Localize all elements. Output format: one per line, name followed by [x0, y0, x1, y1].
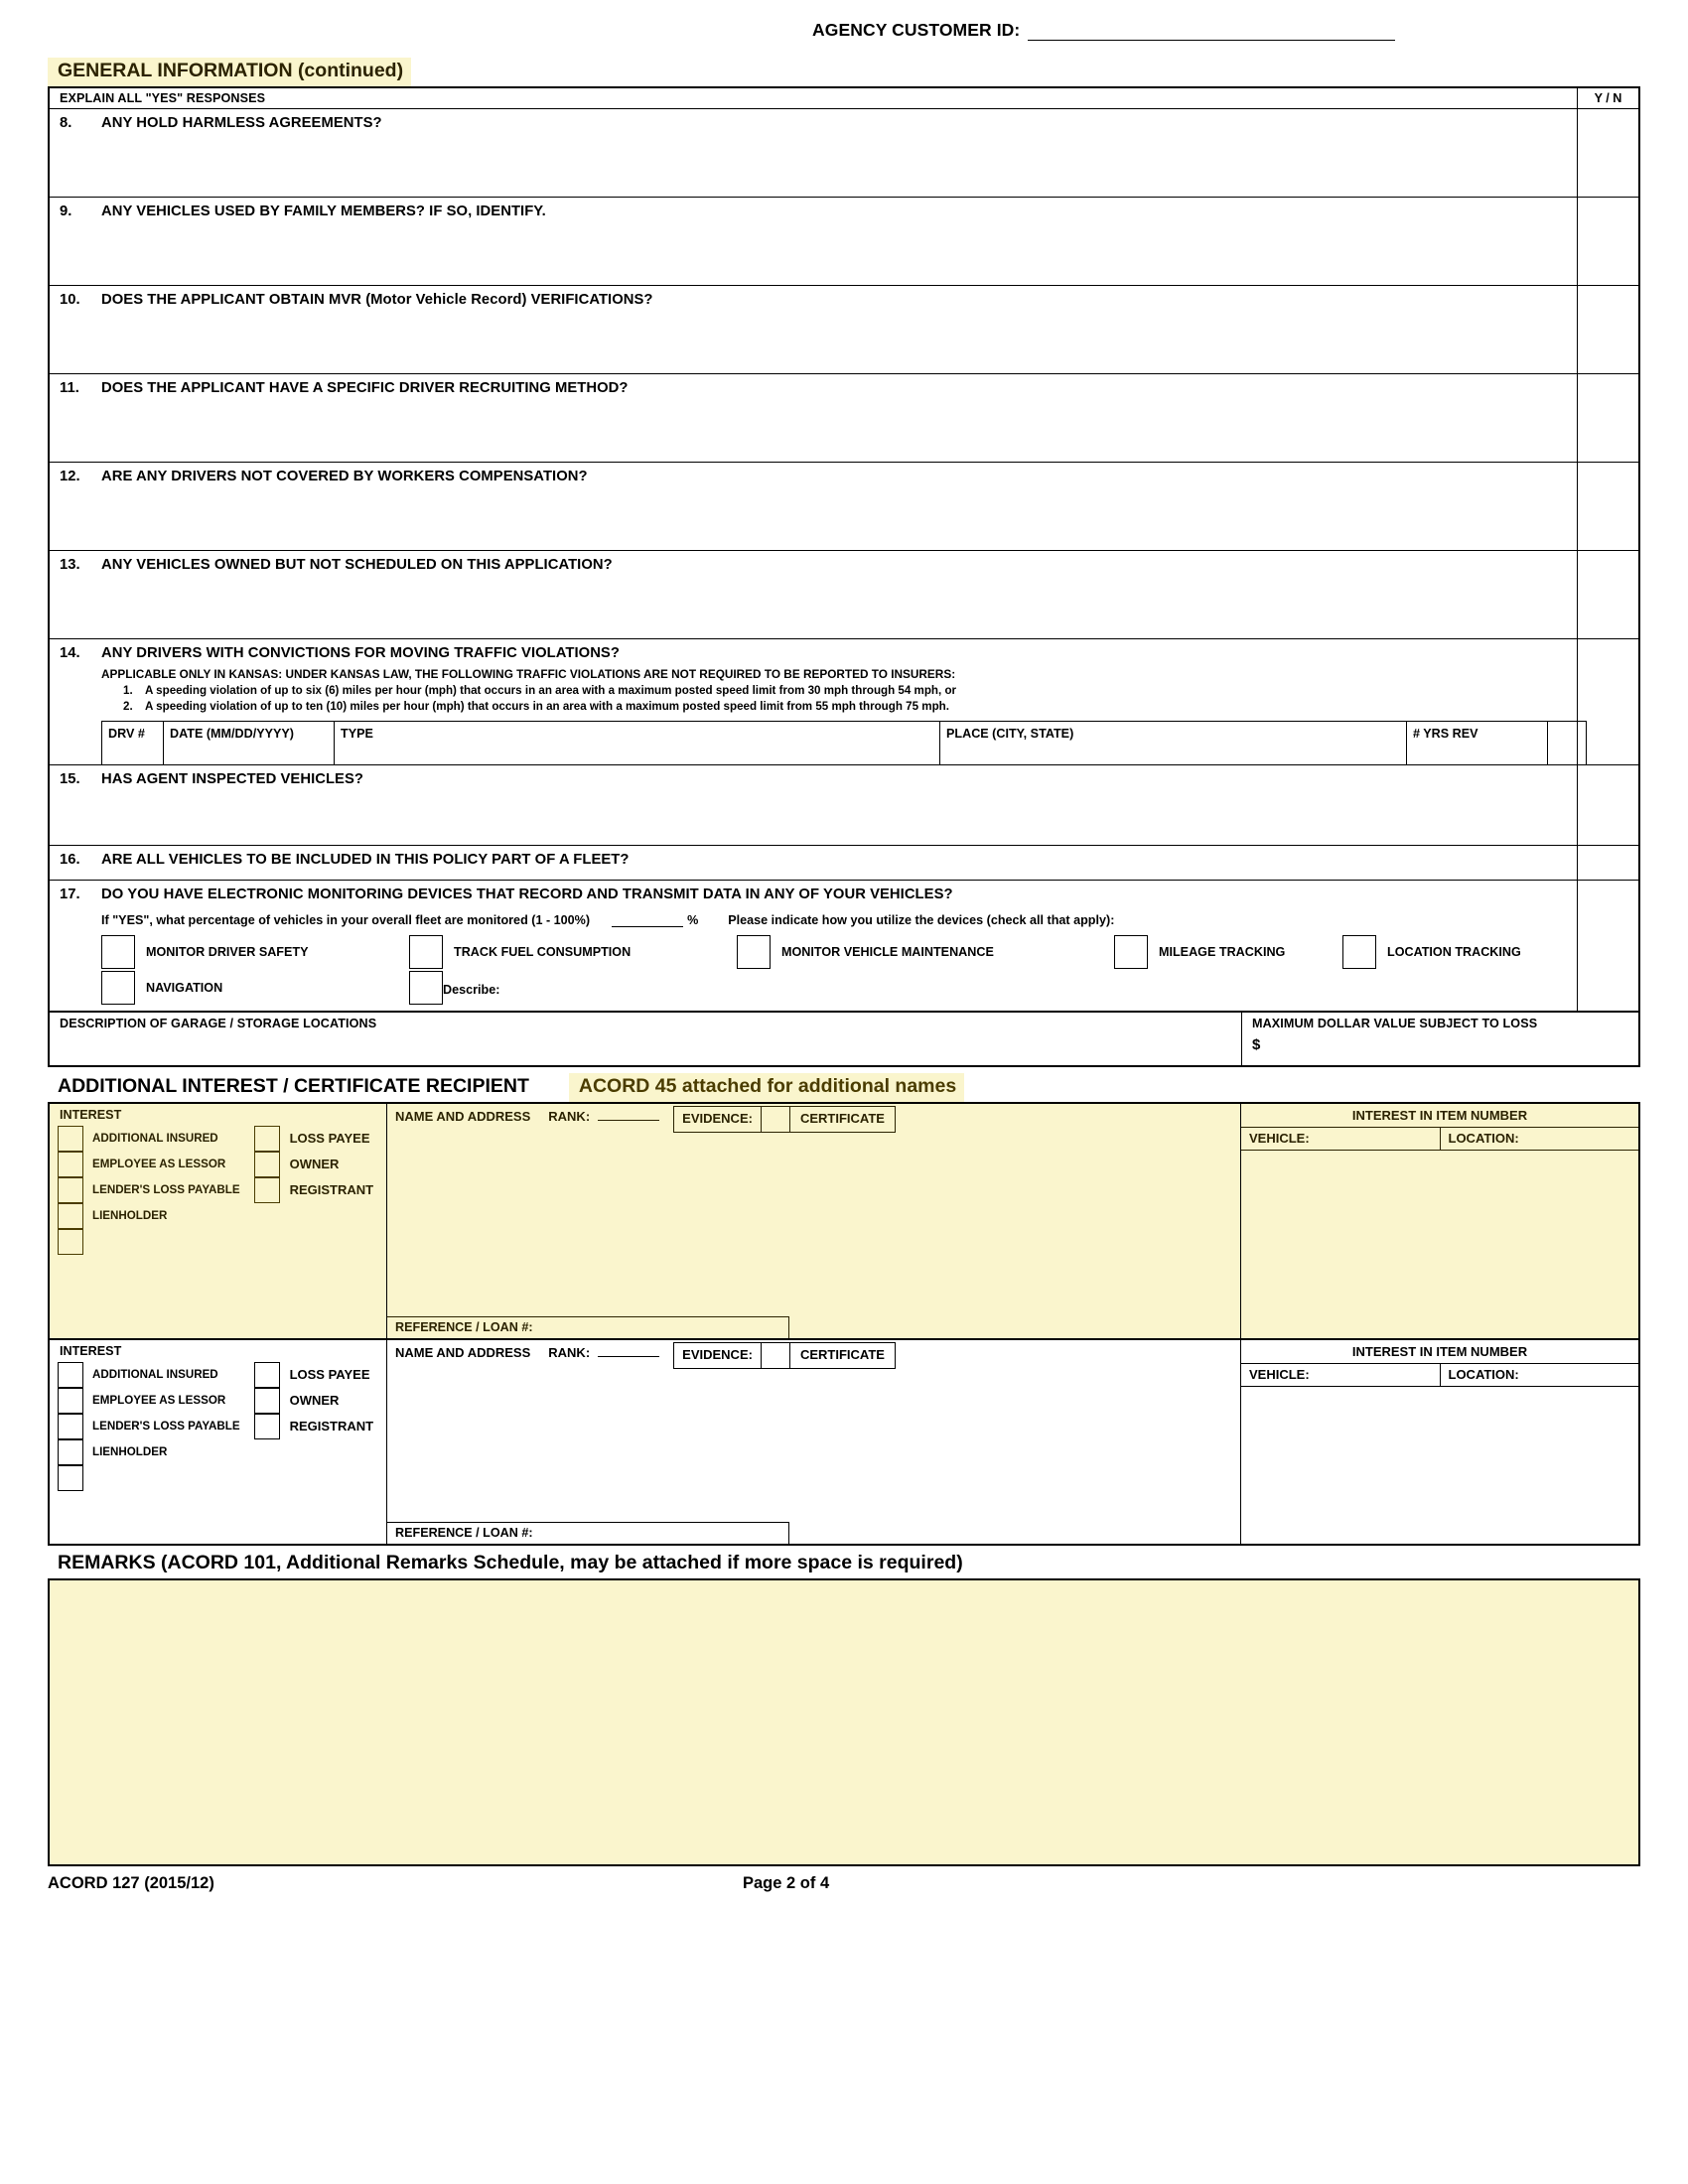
reference-loan-label-1: REFERENCE / LOAN #: [395, 1319, 533, 1334]
violations-col-type: TYPE [335, 722, 940, 764]
percent-sign: % [687, 913, 699, 928]
agency-customer-id-group [812, 20, 1395, 41]
checkbox-lenders-loss-payable-1[interactable] [58, 1177, 83, 1203]
question-14-number: 14. [60, 644, 80, 661]
name-address-header-2 [387, 1340, 1240, 1369]
garage-description-cell[interactable] [50, 1013, 1241, 1065]
option-navigation[interactable] [101, 971, 409, 1005]
label-loss-payee-1: LOSS PAYEE [289, 1131, 370, 1147]
question-row-11 [50, 374, 1638, 463]
max-dollar-value-cell[interactable] [1241, 1013, 1638, 1065]
page-header [48, 0, 1640, 58]
evidence-input-2[interactable] [761, 1343, 790, 1368]
interest-checkbox-panel-1 [50, 1104, 387, 1338]
question-17-percent-input[interactable] [612, 912, 683, 927]
label-additional-insured-2: ADDITIONAL INSURED [92, 1367, 218, 1381]
question-row-15 [50, 765, 1638, 846]
general-information-box [48, 86, 1640, 1067]
option-mileage-tracking[interactable] [1114, 935, 1342, 969]
option-monitor-driver-safety[interactable] [101, 935, 409, 969]
checkbox-owner-1[interactable] [254, 1152, 280, 1177]
question-10-text: DOES THE APPLICANT OBTAIN MVR (Motor Vehicle Record) VERIFICATIONS? [101, 291, 653, 308]
option-label-monitor-driver-safety: MONITOR DRIVER SAFETY [146, 945, 309, 960]
label-lienholder-1: LIENHOLDER [92, 1208, 168, 1222]
evidence-label-1: EVIDENCE: [682, 1110, 753, 1126]
location-label-2[interactable]: LOCATION: [1440, 1364, 1639, 1386]
question-15-text: HAS AGENT INSPECTED VEHICLES? [101, 771, 363, 788]
option-label-track-fuel-consumption: TRACK FUEL CONSUMPTION [454, 945, 632, 960]
label-owner-1: OWNER [289, 1157, 340, 1172]
evidence-input-1[interactable] [761, 1107, 790, 1132]
name-address-panel-2[interactable] [387, 1340, 1241, 1544]
remarks-textarea[interactable] [48, 1578, 1640, 1866]
checkbox-monitor-vehicle-maintenance[interactable] [737, 935, 771, 969]
label-employee-as-lessor-1: EMPLOYEE AS LESSOR [92, 1157, 226, 1170]
violations-col-date: DATE (MM/DD/YYYY) [164, 722, 335, 764]
interest-left-checkboxes-2 [58, 1362, 83, 1491]
rank-input-2[interactable] [598, 1340, 659, 1357]
additional-interest-block-2 [50, 1340, 1638, 1544]
interest-left-checkboxes-1 [58, 1126, 83, 1255]
checkbox-loss-payee-2[interactable] [254, 1362, 280, 1388]
interest-item-number-input-2[interactable] [1241, 1387, 1638, 1506]
option-label-location-tracking: LOCATION TRACKING [1387, 945, 1521, 960]
interest-item-number-input-1[interactable] [1241, 1151, 1638, 1299]
interest-right-labels-1 [280, 1126, 374, 1255]
violations-table-header [101, 721, 1587, 764]
question-17-number: 17. [60, 887, 80, 903]
vehicle-label-1[interactable]: VEHICLE: [1249, 1130, 1310, 1146]
interest-in-item-number-panel-1 [1241, 1104, 1638, 1338]
yn-column-header: Y / N [1577, 88, 1638, 108]
general-information-title-row [48, 58, 1640, 86]
violations-col-tail [1548, 722, 1587, 764]
question-13-number: 13. [60, 556, 80, 573]
question-17-options-row-2 [101, 971, 1577, 1005]
interest-in-item-number-label-2: INTEREST IN ITEM NUMBER [1241, 1340, 1638, 1364]
question-10-number: 10. [60, 291, 80, 308]
question-15-answer-input[interactable] [1577, 765, 1638, 845]
rank-input-1[interactable] [598, 1104, 659, 1121]
kansas-note [101, 666, 1577, 715]
question-14-text: ANY DRIVERS WITH CONVICTIONS FOR MOVING TRAFFIC VIOLATIONS? [101, 644, 620, 661]
checkbox-employee-as-lessor-2[interactable] [58, 1388, 83, 1414]
describe-label: Describe: [443, 983, 500, 998]
kansas-note-list [123, 683, 1577, 715]
option-location-tracking[interactable] [1342, 935, 1521, 969]
question-10-answer-input[interactable] [1577, 286, 1638, 373]
question-17-percent-row [101, 912, 1577, 927]
garage-description-label: DESCRIPTION OF GARAGE / STORAGE LOCATIONS [60, 1017, 377, 1031]
page-number: Page 2 of 4 [743, 1873, 830, 1892]
question-row-12 [50, 463, 1638, 551]
remarks-title-row [48, 1550, 1640, 1578]
question-17-subsection [101, 912, 1577, 1005]
checkbox-navigation[interactable] [101, 971, 135, 1005]
label-registrant-1: REGISTRANT [289, 1182, 374, 1198]
max-dollar-value-label: MAXIMUM DOLLAR VALUE SUBJECT TO LOSS [1252, 1017, 1538, 1031]
kansas-note-heading: APPLICABLE ONLY IN KANSAS: UNDER KANSAS LAW, THE FOLLOWING TRAFFIC VIOLATIONS ARE NOT REQUIRED TO BE REPORTED TO INSURERS: [101, 666, 956, 681]
checkbox-interest-blank-1[interactable] [58, 1229, 83, 1255]
question-11-number: 11. [60, 379, 79, 396]
checkbox-extra-blank[interactable] [409, 971, 443, 1005]
additional-interest-box [48, 1102, 1640, 1546]
rank-label-2: RANK: [548, 1344, 591, 1360]
question-row-14 [50, 639, 1638, 765]
explain-yes-responses-label: EXPLAIN ALL "YES" RESPONSES [60, 90, 266, 105]
option-extra-blank[interactable] [409, 971, 737, 1005]
question-16-answer-input[interactable] [1577, 846, 1638, 880]
general-information-title: GENERAL INFORMATION (continued) [48, 58, 411, 86]
vehicle-location-row-1 [1241, 1128, 1638, 1151]
checkbox-monitor-driver-safety[interactable] [101, 935, 135, 969]
question-17-please-indicate-label: Please indicate how you utilize the devices (check all that apply): [728, 913, 1115, 928]
checkbox-interest-blank-2[interactable] [58, 1465, 83, 1491]
vehicle-location-row-2 [1241, 1364, 1638, 1387]
question-11-answer-input[interactable] [1577, 374, 1638, 462]
question-8-number: 8. [60, 114, 72, 131]
option-label-navigation: NAVIGATION [146, 981, 223, 996]
certificate-label-1: CERTIFICATE [799, 1110, 885, 1126]
additional-interest-title-row [48, 1073, 1640, 1102]
question-11-text: DOES THE APPLICANT HAVE A SPECIFIC DRIVER RECRUITING METHOD? [101, 379, 629, 396]
kansas-item-1-text: A speeding violation of up to six (6) miles per hour (mph) that occurs in an area with a maximum posted speed limit from 30 mph through 54 mph, or [145, 684, 957, 698]
name-address-header-1 [387, 1104, 1240, 1133]
kansas-note-item-2 [123, 699, 1577, 715]
checkbox-loss-payee-1[interactable] [254, 1126, 280, 1152]
question-16-number: 16. [60, 852, 80, 869]
question-8-answer-input[interactable] [1577, 109, 1638, 197]
interest-in-item-number-label-1: INTEREST IN ITEM NUMBER [1241, 1104, 1638, 1128]
evidence-certificate-group-2 [673, 1342, 896, 1369]
question-row-9 [50, 198, 1638, 286]
checkbox-location-tracking[interactable] [1342, 935, 1376, 969]
checkbox-additional-insured-1[interactable] [58, 1126, 83, 1152]
interest-left-labels-2 [83, 1362, 240, 1491]
checkbox-lenders-loss-payable-2[interactable] [58, 1414, 83, 1439]
checkbox-registrant-2[interactable] [254, 1414, 280, 1439]
kansas-item-1-number: 1. [123, 684, 133, 698]
label-owner-2: OWNER [289, 1393, 340, 1409]
checkbox-lienholder-1[interactable] [58, 1203, 83, 1229]
vehicle-label-2[interactable]: VEHICLE: [1249, 1366, 1310, 1382]
interest-in-item-number-panel-2 [1241, 1340, 1638, 1544]
question-17-text: DO YOU HAVE ELECTRONIC MONITORING DEVICES THAT RECORD AND TRANSMIT DATA IN ANY OF YOUR VEHICLES? [101, 887, 953, 903]
certificate-label-2: CERTIFICATE [799, 1346, 885, 1362]
label-employee-as-lessor-2: EMPLOYEE AS LESSOR [92, 1393, 226, 1407]
checkbox-track-fuel-consumption[interactable] [409, 935, 443, 969]
label-lenders-loss-payable-1: LENDER'S LOSS PAYABLE [92, 1182, 240, 1196]
question-9-answer-input[interactable] [1577, 198, 1638, 285]
checkbox-owner-2[interactable] [254, 1388, 280, 1414]
interest-right-checkboxes-2 [254, 1362, 280, 1491]
interest-panel-title-1: INTEREST [60, 1107, 122, 1122]
violations-col-place: PLACE (CITY, STATE) [940, 722, 1407, 764]
question-17-answer-input[interactable] [1577, 881, 1638, 1011]
name-address-label-1: NAME AND ADDRESS [395, 1108, 531, 1124]
currency-symbol: $ [1252, 1036, 1261, 1054]
label-lenders-loss-payable-2: LENDER'S LOSS PAYABLE [92, 1419, 240, 1433]
checkbox-employee-as-lessor-1[interactable] [58, 1152, 83, 1177]
acord-45-note: ACORD 45 attached for additional names [569, 1073, 964, 1102]
label-registrant-2: REGISTRANT [289, 1419, 374, 1434]
label-loss-payee-2: LOSS PAYEE [289, 1367, 370, 1383]
interest-checkbox-grid-2 [58, 1362, 386, 1491]
question-row-13 [50, 551, 1638, 639]
violations-col-yrs-rev: # YRS REV [1407, 722, 1548, 764]
agency-customer-id-input[interactable] [1028, 22, 1395, 41]
name-address-label-2: NAME AND ADDRESS [395, 1344, 531, 1360]
option-track-fuel-consumption[interactable] [409, 935, 737, 969]
checkbox-registrant-1[interactable] [254, 1177, 280, 1203]
question-9-text: ANY VEHICLES USED BY FAMILY MEMBERS? IF SO, IDENTIFY. [101, 203, 546, 219]
reference-loan-label-2: REFERENCE / LOAN #: [395, 1525, 533, 1540]
question-row-8 [50, 109, 1638, 198]
form-identifier: ACORD 127 (2015/12) [48, 1873, 214, 1892]
kansas-item-2-number: 2. [123, 700, 133, 714]
reference-loan-2[interactable] [387, 1522, 789, 1544]
question-13-answer-input[interactable] [1577, 551, 1638, 638]
label-additional-insured-1: ADDITIONAL INSURED [92, 1131, 218, 1145]
question-16-text: ARE ALL VEHICLES TO BE INCLUDED IN THIS POLICY PART OF A FLEET? [101, 852, 630, 869]
question-12-number: 12. [60, 468, 80, 484]
option-label-monitor-vehicle-maintenance: MONITOR VEHICLE MAINTENANCE [781, 945, 994, 960]
agency-customer-id-label: AGENCY CUSTOMER ID: [812, 20, 1021, 40]
interest-right-labels-2 [280, 1362, 374, 1491]
evidence-label-2: EVIDENCE: [682, 1346, 753, 1362]
interest-right-checkboxes-1 [254, 1126, 280, 1255]
rank-label-1: RANK: [548, 1108, 591, 1124]
question-17-options-row-1 [101, 935, 1577, 969]
location-label-1[interactable]: LOCATION: [1440, 1128, 1639, 1150]
explain-yes-responses-row [50, 88, 1638, 109]
checkbox-lienholder-2[interactable] [58, 1439, 83, 1465]
question-12-text: ARE ANY DRIVERS NOT COVERED BY WORKERS COMPENSATION? [101, 468, 588, 484]
page-footer [48, 1874, 1640, 1893]
interest-left-labels-1 [83, 1126, 240, 1255]
additional-interest-title: ADDITIONAL INTEREST / CERTIFICATE RECIPIENT [48, 1073, 537, 1102]
question-12-answer-input[interactable] [1577, 463, 1638, 550]
question-8-text: ANY HOLD HARMLESS AGREEMENTS? [101, 114, 382, 131]
label-lienholder-2: LIENHOLDER [92, 1444, 168, 1458]
question-row-17 [50, 881, 1638, 1012]
question-9-number: 9. [60, 203, 72, 219]
kansas-note-item-1 [123, 683, 1577, 699]
question-13-text: ANY VEHICLES OWNED BUT NOT SCHEDULED ON THIS APPLICATION? [101, 556, 613, 573]
question-row-16 [50, 846, 1638, 881]
option-monitor-vehicle-maintenance[interactable] [737, 935, 1114, 969]
reference-loan-1[interactable] [387, 1316, 789, 1338]
name-address-panel-1[interactable] [387, 1104, 1241, 1338]
checkbox-additional-insured-2[interactable] [58, 1362, 83, 1388]
evidence-certificate-group-1 [673, 1106, 896, 1133]
question-row-10 [50, 286, 1638, 374]
remarks-title: REMARKS (ACORD 101, Additional Remarks Schedule, may be attached if more space is required) [48, 1550, 971, 1578]
question-17-percent-label: If "YES", what percentage of vehicles in your overall fleet are monitored (1 - 100%) [101, 913, 591, 928]
violations-col-drv: DRV # [102, 722, 164, 764]
question-15-number: 15. [60, 771, 80, 788]
option-label-mileage-tracking: MILEAGE TRACKING [1159, 945, 1286, 960]
checkbox-mileage-tracking[interactable] [1114, 935, 1148, 969]
interest-checkbox-panel-2 [50, 1340, 387, 1544]
additional-interest-block-1 [50, 1104, 1638, 1340]
kansas-item-2-text: A speeding violation of up to ten (10) miles per hour (mph) that occurs in an area with a maximum posted speed limit from 55 mph through 75 mph. [145, 700, 949, 714]
interest-checkbox-grid-1 [58, 1126, 386, 1255]
interest-panel-title-2: INTEREST [60, 1343, 122, 1358]
garage-storage-row [50, 1012, 1638, 1065]
